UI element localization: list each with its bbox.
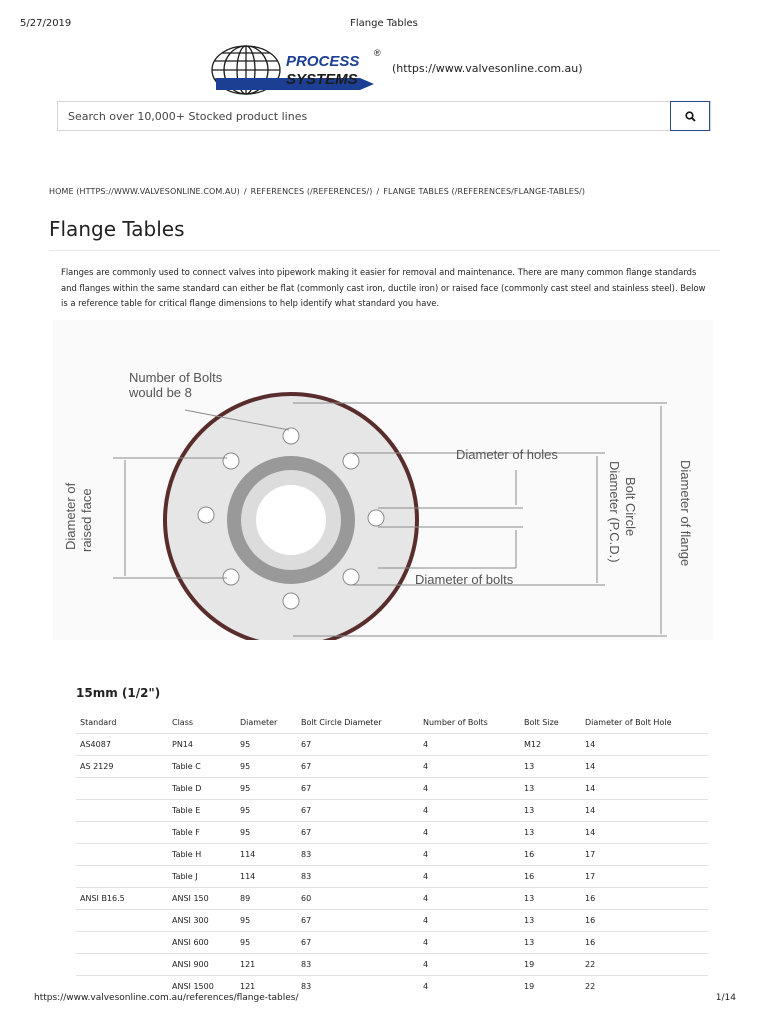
table-row: [76, 888, 708, 910]
label-would-be-8: would be 8: [129, 385, 192, 400]
label-diameter-of-raised-face-1: Diameter of: [63, 482, 78, 550]
column-header: Diameter of Bolt Hole: [585, 718, 672, 727]
column-header: Bolt Size: [524, 718, 559, 727]
table-cell: ANSI 1500: [168, 976, 236, 998]
table-cell: 4: [419, 888, 520, 910]
table-cell: 67: [297, 778, 419, 800]
table-cell: 4: [419, 822, 520, 844]
table-cell: 14: [581, 822, 708, 844]
table-cell: 4: [419, 954, 520, 976]
table-cell: [76, 910, 168, 932]
table-cell: 95: [236, 734, 297, 756]
table-cell: 67: [297, 800, 419, 822]
table-cell: 19: [520, 954, 581, 976]
search-button[interactable]: [670, 101, 710, 131]
table-cell: Table C: [168, 756, 236, 778]
title-divider: [49, 250, 720, 251]
table-cell: 67: [297, 734, 419, 756]
table-cell: 13: [520, 756, 581, 778]
table-header-row: [76, 712, 708, 734]
label-number-of-bolts: Number of Bolts: [129, 370, 223, 385]
table-row: [76, 800, 708, 822]
table-cell: 95: [236, 778, 297, 800]
table-cell: 89: [236, 888, 297, 910]
registered-mark: ®: [374, 48, 381, 58]
label-diameter-of-raised-face-2: raised face: [79, 488, 94, 552]
table-cell: 121: [236, 954, 297, 976]
intro-paragraph: Flanges are commonly used to connect valves into pipework making it easier for removal and maintenance. There are many common flange standards and flanges within the same standard can either be flat (commonly cast iron, ductile iron) or raised face (commonly cast steel and stainless steel). Below is a reference table for critical flange dimensions to help identify what standard you have.: [61, 267, 706, 308]
table-cell: [76, 778, 168, 800]
label-bolt-circle: Bolt Circle: [623, 477, 638, 537]
breadcrumb: [49, 187, 585, 196]
table-cell: ANSI 900: [168, 954, 236, 976]
table-cell: 16: [581, 888, 708, 910]
table-row: [76, 756, 708, 778]
table-cell: 14: [581, 756, 708, 778]
breadcrumb-home[interactable]: HOME (HTTPS://WWW.VALVESONLINE.COM.AU): [49, 187, 240, 196]
column-header: Number of Bolts: [423, 718, 488, 727]
table-cell: 4: [419, 866, 520, 888]
table-cell: 83: [297, 976, 419, 998]
table-cell: 95: [236, 910, 297, 932]
table-cell: 16: [581, 932, 708, 954]
table-cell: AS 2129: [76, 756, 168, 778]
breadcrumb-references[interactable]: REFERENCES (/REFERENCES/): [250, 187, 373, 196]
table-cell: ANSI 600: [168, 932, 236, 954]
table-cell: 4: [419, 910, 520, 932]
table-cell: 83: [297, 866, 419, 888]
table-cell: 67: [297, 756, 419, 778]
column-header: Class: [172, 718, 194, 727]
table-cell: [76, 932, 168, 954]
table-cell: 67: [297, 932, 419, 954]
table-cell: 16: [520, 844, 581, 866]
table-cell: 83: [297, 844, 419, 866]
table-cell: 17: [581, 866, 708, 888]
table-row: [76, 866, 708, 888]
table-cell: 13: [520, 910, 581, 932]
page-number: 1/14: [715, 993, 736, 1003]
table-row: [76, 954, 708, 976]
logo-text-systems: SYSTEMS: [286, 71, 358, 88]
table-cell: 13: [520, 822, 581, 844]
table-cell: 4: [419, 976, 520, 998]
table-row: [76, 932, 708, 954]
logo-url: (https://www.valvesonline.com.au): [392, 62, 583, 75]
flange-diagram: [53, 320, 713, 640]
table-cell: 4: [419, 756, 520, 778]
table-cell: 4: [419, 844, 520, 866]
table-cell: 95: [236, 932, 297, 954]
table-cell: 14: [581, 800, 708, 822]
table-cell: 13: [520, 800, 581, 822]
flange-diagram-svg: [53, 320, 713, 640]
table-cell: [76, 954, 168, 976]
table-cell: 83: [297, 954, 419, 976]
label-diameter-of-flange: Diameter of flange: [678, 460, 693, 567]
table-cell: PN14: [168, 734, 236, 756]
table-cell: Table E: [168, 800, 236, 822]
table-cell: AS4087: [76, 734, 168, 756]
table-cell: 14: [581, 734, 708, 756]
table-cell: 13: [520, 888, 581, 910]
table-cell: Table H: [168, 844, 236, 866]
search-icon: [685, 111, 696, 122]
table-cell: 13: [520, 932, 581, 954]
globe-icon: [210, 44, 382, 96]
table-cell: ANSI 300: [168, 910, 236, 932]
table-cell: 114: [236, 844, 297, 866]
table-cell: 4: [419, 932, 520, 954]
table-cell: 67: [297, 910, 419, 932]
table-cell: Table J: [168, 866, 236, 888]
print-footer: [34, 993, 736, 1003]
table-cell: 4: [419, 734, 520, 756]
table-cell: [76, 800, 168, 822]
breadcrumb-current[interactable]: FLANGE TABLES (/REFERENCES/FLANGE-TABLES/): [383, 187, 586, 196]
breadcrumb-separator: /: [376, 187, 380, 196]
table-cell: ANSI 150: [168, 888, 236, 910]
page-title: Flange Tables: [49, 217, 185, 241]
table-cell: 95: [236, 800, 297, 822]
column-header: Bolt Circle Diameter: [301, 718, 382, 727]
print-date: 5/27/2019: [20, 18, 72, 29]
table-row: [76, 822, 708, 844]
table-cell: 16: [581, 910, 708, 932]
table-row: [76, 734, 708, 756]
table-cell: 95: [236, 756, 297, 778]
table-cell: 22: [581, 954, 708, 976]
table-cell: [76, 822, 168, 844]
print-header: [20, 18, 748, 32]
table-row: [76, 844, 708, 866]
table-cell: 4: [419, 778, 520, 800]
label-pcd: Diameter (P.C.D.): [607, 461, 622, 563]
label-diameter-of-bolts: Diameter of bolts: [415, 572, 514, 587]
table-cell: 60: [297, 888, 419, 910]
print-title: Flange Tables: [350, 18, 418, 29]
table-cell: [76, 866, 168, 888]
table-cell: 4: [419, 800, 520, 822]
breadcrumb-separator: /: [243, 187, 247, 196]
column-header: Standard: [80, 718, 117, 727]
table-cell: 19: [520, 976, 581, 998]
table-cell: Table D: [168, 778, 236, 800]
label-diameter-of-holes: Diameter of holes: [456, 447, 558, 462]
table-cell: ANSI B16.5: [76, 888, 168, 910]
table-cell: 14: [581, 778, 708, 800]
process-systems-logo[interactable]: [210, 44, 382, 96]
search-bar: [57, 101, 711, 131]
footer-url: https://www.valvesonline.com.au/references/flange-tables/: [34, 993, 299, 1003]
table-cell: M12: [520, 734, 581, 756]
column-header: Diameter: [240, 718, 278, 727]
flange-table: [76, 712, 708, 997]
table-cell: 121: [236, 976, 297, 998]
table-cell: 67: [297, 822, 419, 844]
section-title: 15mm (1/2"): [76, 686, 161, 700]
table-cell: 13: [520, 778, 581, 800]
table-row: [76, 778, 708, 800]
table-cell: [76, 844, 168, 866]
table-cell: 95: [236, 822, 297, 844]
table-cell: 22: [581, 976, 708, 998]
table-cell: 114: [236, 866, 297, 888]
table-row: [76, 910, 708, 932]
table-cell: Table F: [168, 822, 236, 844]
search-input[interactable]: [58, 102, 672, 130]
table-cell: 17: [581, 844, 708, 866]
table-cell: 16: [520, 866, 581, 888]
logo-text-process: PROCESS: [286, 53, 360, 70]
